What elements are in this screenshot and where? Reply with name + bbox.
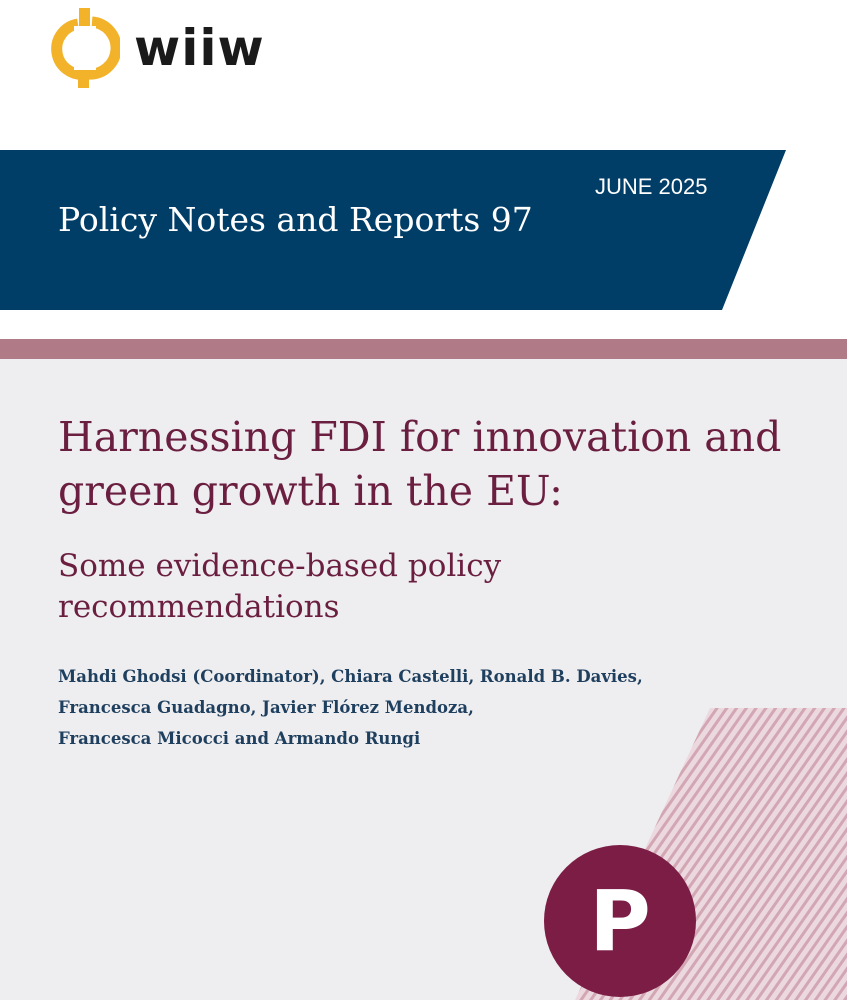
author-line: Francesca Guadagno, Javier Flórez Mendoza,	[58, 698, 474, 717]
brand-name: wiiw	[134, 19, 265, 77]
report-subtitle: Some evidence-based policy recommendations	[58, 548, 502, 625]
publication-date: JUNE 2025	[595, 174, 708, 199]
author-line: Francesca Micocci and Armando Rungi	[58, 729, 421, 748]
author-line: Mahdi Ghodsi (Coordinator), Chiara Castelli, Ronald B. Davies,	[58, 667, 643, 686]
author-list	[58, 661, 758, 754]
badge-letter: P	[589, 872, 651, 970]
report-title: Harnessing FDI for innovation and green growth in the EU:	[58, 413, 782, 515]
policy-badge	[544, 845, 696, 997]
series-title: Policy Notes and Reports 97	[58, 200, 533, 239]
